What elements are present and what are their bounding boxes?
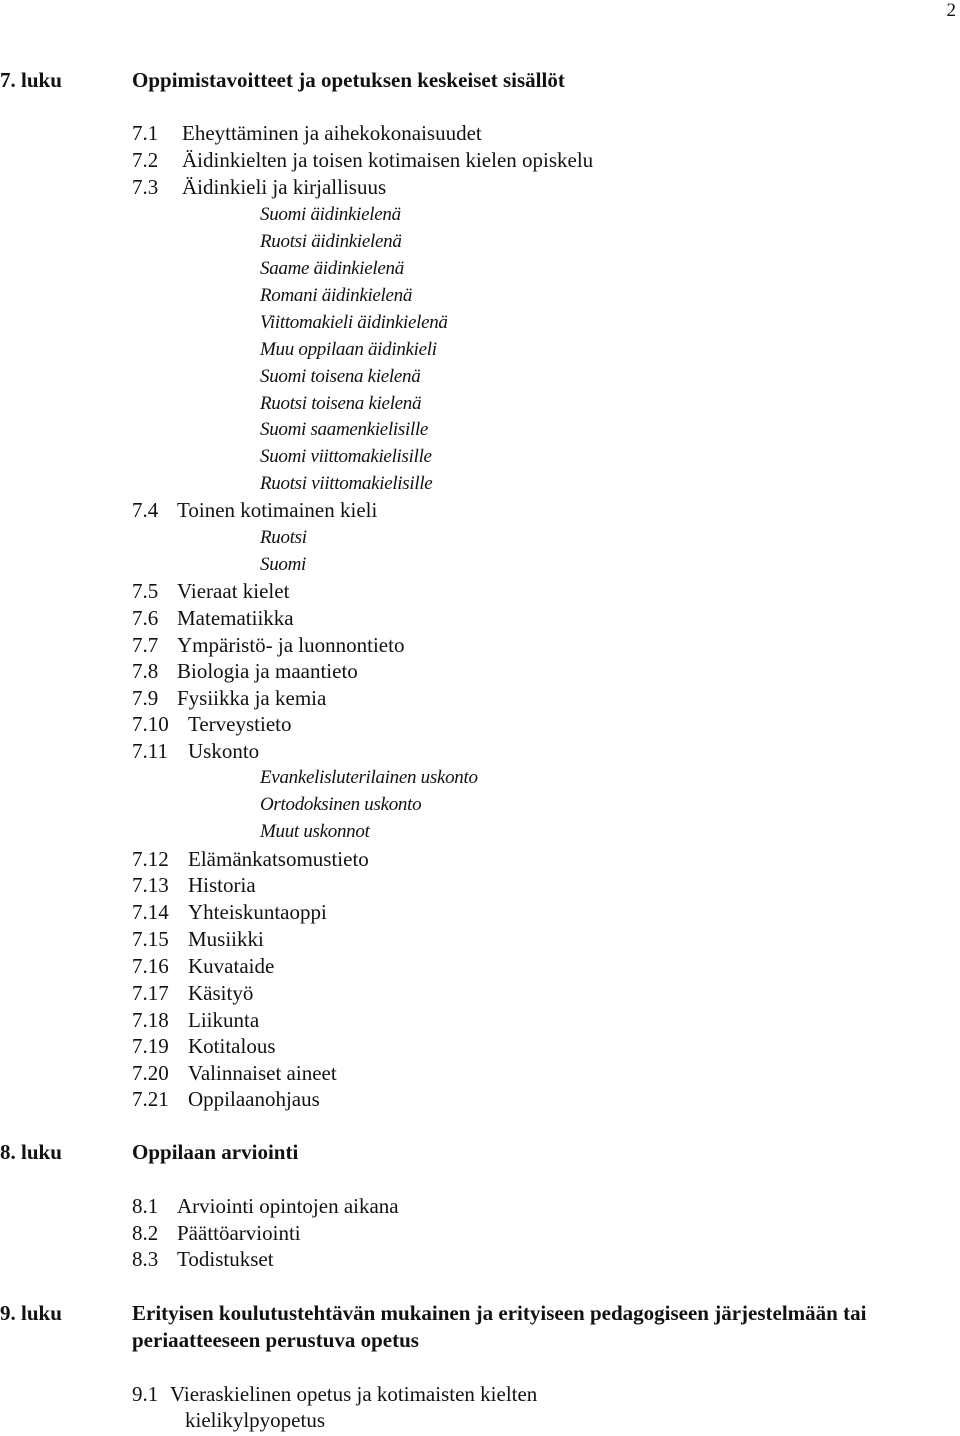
toc-entry-8-1: 8.1 Arviointi opintojen aikana	[132, 1194, 399, 1218]
toc-entry-7-3: 7.3 Äidinkieli ja kirjallisuus	[132, 175, 387, 199]
toc-subitem: Muut uskonnot	[260, 821, 370, 842]
toc-entry-7-14: 7.14 Yhteiskuntaoppi	[132, 900, 327, 924]
chapter-9-number: 9. luku	[0, 1301, 62, 1325]
chapter-8-number: 8. luku	[0, 1140, 62, 1164]
toc-entry-7-13: 7.13 Historia	[132, 873, 256, 897]
toc-subitem: Suomi viittomakielisille	[260, 446, 432, 467]
toc-entry-7-16: 7.16 Kuvataide	[132, 954, 275, 978]
toc-subitem: Ruotsi toisena kielenä	[260, 393, 422, 414]
chapter-9-title-line2: periaatteeseen perustuva opetus	[132, 1328, 419, 1352]
toc-entry-8-2: 8.2 Päättöarviointi	[132, 1221, 301, 1245]
toc-entry-7-6: 7.6 Matematiikka	[132, 606, 294, 630]
toc-entry-7-7: 7.7 Ympäristö- ja luonnontieto	[132, 633, 405, 657]
toc-subitem: Ruotsi viittomakielisille	[260, 473, 433, 494]
toc-subitem: Suomi toisena kielenä	[260, 366, 421, 387]
toc-entry-7-1: 7.1 Eheyttäminen ja aihekokonaisuudet	[132, 121, 482, 145]
toc-entry-7-2: 7.2 Äidinkielten ja toisen kotimaisen kielen opiskelu	[132, 148, 594, 172]
toc-subitem: Suomi äidinkielenä	[260, 204, 401, 225]
toc-subitem: Muu oppilaan äidinkieli	[260, 339, 437, 360]
toc-entry-7-18: 7.18 Liikunta	[132, 1008, 260, 1032]
toc-subitem: Ruotsi	[260, 527, 307, 548]
chapter-7-title: Oppimistavoitteet ja opetuksen keskeiset sisällöt	[132, 68, 565, 92]
toc-entry-7-4: 7.4 Toinen kotimainen kieli	[132, 498, 378, 522]
toc-entry-7-12: 7.12 Elämänkatsomustieto	[132, 847, 369, 871]
toc-entry-8-3: 8.3 Todistukset	[132, 1247, 274, 1271]
toc-entry-7-17: 7.17 Käsityö	[132, 981, 254, 1005]
toc-entry-7-21: 7.21 Oppilaanohjaus	[132, 1087, 320, 1111]
toc-entry-7-8: 7.8 Biologia ja maantieto	[132, 659, 358, 683]
toc-entry-9-1: 9.1 Vieraskielinen opetus ja kotimaisten kielten	[132, 1382, 538, 1406]
toc-subitem: Viittomakieli äidinkielenä	[260, 312, 448, 333]
toc-entry-9-1-line2: kielikylpyopetus	[185, 1408, 325, 1432]
toc-entry-7-10: 7.10 Terveystieto	[132, 712, 292, 736]
toc-entry-7-11: 7.11 Uskonto	[132, 739, 260, 763]
toc-subitem: Ortodoksinen uskonto	[260, 794, 422, 815]
toc-subitem: Evankelisluterilainen uskonto	[260, 767, 478, 788]
toc-subitem: Ruotsi äidinkielenä	[260, 231, 402, 252]
page-number: 2	[946, 0, 956, 21]
toc-entry-7-19: 7.19 Kotitalous	[132, 1034, 276, 1058]
toc-entry-7-9: 7.9 Fysiikka ja kemia	[132, 686, 327, 710]
toc-subitem: Suomi saamenkielisille	[260, 419, 429, 440]
toc-entry-7-20: 7.20 Valinnaiset aineet	[132, 1061, 337, 1085]
toc-entry-7-5: 7.5 Vieraat kielet	[132, 579, 290, 603]
toc-subitem: Romani äidinkielenä	[260, 285, 413, 306]
toc-entry-7-15: 7.15 Musiikki	[132, 927, 264, 951]
chapter-7-number: 7. luku	[0, 68, 62, 92]
chapter-8-title: Oppilaan arviointi	[132, 1140, 299, 1164]
toc-subitem: Suomi	[260, 554, 307, 575]
toc-subitem: Saame äidinkielenä	[260, 258, 404, 279]
chapter-9-title-line1: Erityisen koulutustehtävän mukainen ja erityiseen pedagogiseen järjestelmään tai	[132, 1301, 867, 1325]
